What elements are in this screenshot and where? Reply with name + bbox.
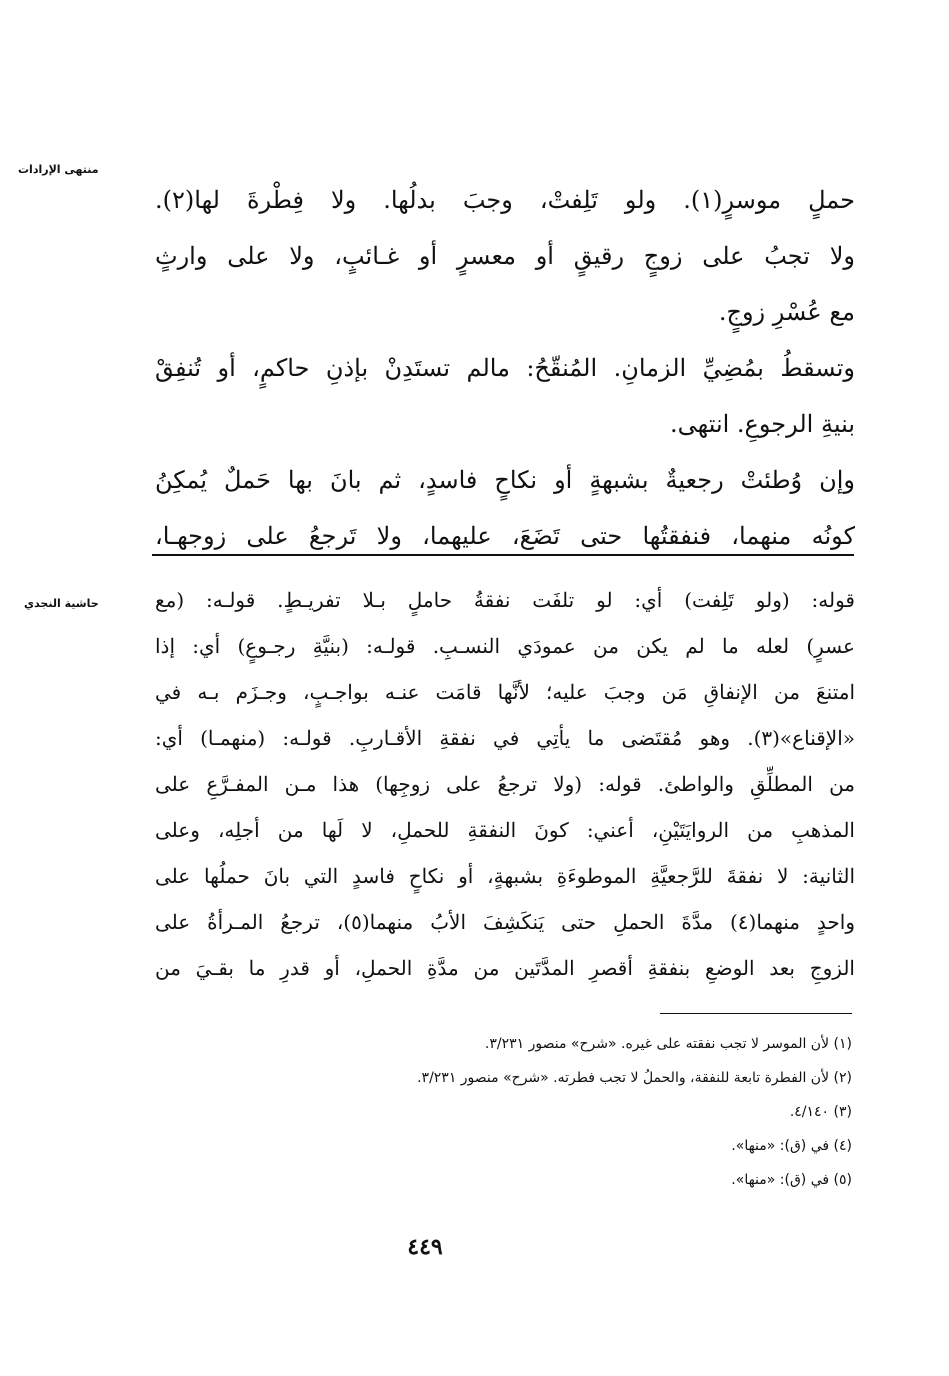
main-text-line: بنيةِ الرجوعِ. انتهى.	[670, 410, 855, 438]
footnote-rule	[660, 1013, 852, 1014]
footnote: (١) لأن الموسر لا تجب نفقته على غيره. «شرح» منصور ٣/٢٣١.	[484, 1036, 852, 1052]
commentary-line: واحدٍ منهما(٤) مدَّةَ الحملِ حتى يَنكَشِفَ الأبُ منهما(٥)، ترجعُ المـرأةُ على	[155, 910, 855, 934]
footnote: (٥) في (ق): «منها».	[731, 1172, 852, 1188]
main-text-line: حملٍ موسرٍ(١). ولو تَلِفتْ، وجبَ بدلُها. ولا فِطْرةَ لها(٢).	[155, 186, 855, 214]
footnotes	[280, 1027, 852, 1197]
book-title-label: منتهى الإرادات	[18, 163, 99, 176]
footnote: (٤) في (ق): «منها».	[731, 1138, 852, 1154]
main-text-line: كونُه منهما، فنفقتُها حتى تَضَعَ، عليهما، ولا تَرجعُ على زوجهـا،	[155, 522, 855, 550]
commentary-line: امتنعَ من الإنفاقِ مَن وجبَ عليه؛ لأنَّها قامَت عنـه بواجـبٍ، وجـزَم بـه في	[155, 680, 855, 704]
footnote: (٣) ٤/١٤٠.	[789, 1104, 852, 1120]
commentary-line: الثانية: لا نفقةَ للرَّجعيَّةِ الموطوءَةِ بشبهةٍ، أو نكاحٍ فاسدٍ التي بانَ حملُها على	[155, 864, 855, 888]
commentary-line: المذهبِ من الروايَتَيْنِ، أعني: كونَ النفقةِ للحملِ، لا لَها من أجلِه، وعلى	[155, 818, 855, 842]
commentary-title-label: حاشية النجدي	[24, 597, 99, 610]
main-text	[155, 172, 855, 564]
section-divider	[152, 554, 854, 556]
main-text-line: ولا تجبُ على زوجٍ رقيقٍ أو معسرٍ أو غـائبٍ، ولا على وارثٍ	[155, 242, 855, 270]
commentary-line: «الإقناع»(٣). وهو مُقتَضى ما يأتِي في نفقةِ الأقـاربِ. قولـه: (منهمـا) أي:	[155, 726, 855, 750]
commentary-text	[155, 577, 855, 991]
page-number: ٤٤٩	[407, 1234, 443, 1260]
main-text-line: مع عُسْرِ زوجٍ.	[718, 298, 855, 326]
main-text-line: وإن وُطئتْ رجعيةٌ بشبهةٍ أو نكاحٍ فاسدٍ، ثم بانَ بها حَملٌ يُمكِنُ	[155, 466, 855, 494]
commentary-line: الزوجِ بعد الوضعِ بنفقةِ أقصرِ المدَّتَين من مدَّةِ الحملِ، أو قدرِ ما بقـيَ من	[155, 956, 855, 980]
footnote: (٢) لأن الفطرة تابعة للنفقة، والحملُ لا تجب فطرته. «شرح» منصور ٣/٢٣١.	[417, 1070, 852, 1086]
commentary-line: قوله: (ولو تَلِفت) أي: لو تلفَت نفقةُ حاملٍ بـلا تفريـطٍ. قولـه: (مع	[155, 588, 855, 612]
commentary-line: عسرٍ) لعله ما لم يكن من عمودَي النسـبِ. قولـه: (بنيَّةِ رجـوعٍ) أي: إذا	[155, 634, 855, 658]
commentary-line: من المطلِّقِ والواطئ. قوله: (ولا ترجعُ على زوجِها) هذا مـن المفـرَّعِ على	[155, 772, 855, 796]
main-text-line: وتسقطُ بمُضِيِّ الزمانِ. المُنقّحُ: مالم تستَدِنْ بإذنِ حاكمٍ، أو تُنفِقْ	[155, 354, 855, 382]
